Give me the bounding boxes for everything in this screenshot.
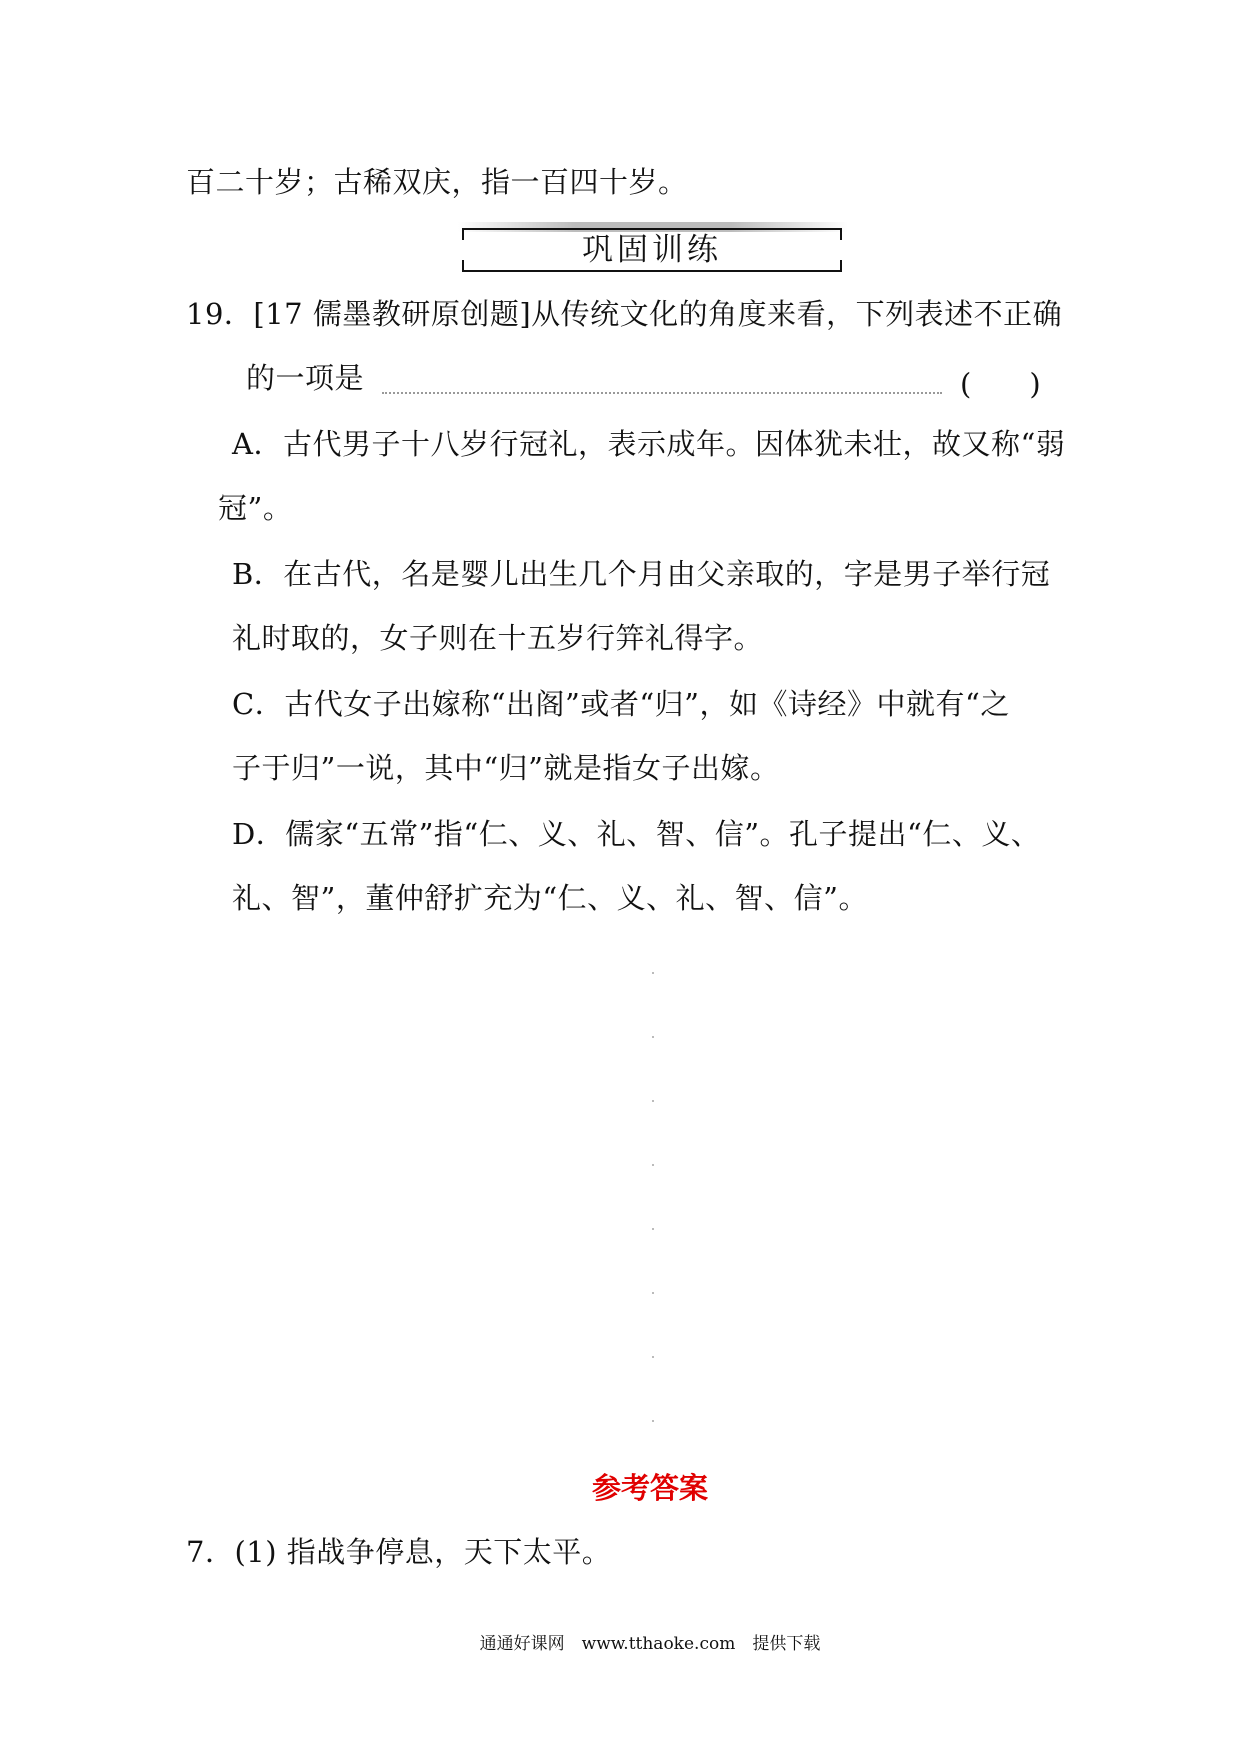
option-c-line-1: C．古代女子出嫁称“出阁”或者“归”，如《诗经》中就有“之: [232, 687, 1010, 721]
page-footer: 通通好课网 www.tthaoke.com 提供下载: [479, 1634, 821, 1654]
answer-section-title: 参考答案: [591, 1471, 708, 1505]
question-stem-line-1: 19．[17 儒墨教研原创题]从传统文化的角度来看，下列表述不正确: [186, 297, 1063, 331]
section-header-frame: [462, 228, 842, 272]
option-a-line-2: 冠”。: [218, 491, 293, 525]
section-title: 巩固训练: [582, 232, 722, 268]
vertical-guide-dots: [652, 972, 654, 1442]
question-stem-line-2: 的一项是: [246, 361, 365, 395]
answer-blank: ( ): [960, 367, 1041, 401]
option-b-line-1: B．在古代，名是婴儿出生几个月由父亲取的，字是男子举行冠: [232, 557, 1051, 591]
option-d-line-2: 礼、智”，董仲舒扩充为“仁、义、礼、智、信”。: [232, 881, 868, 915]
answer-line: 7．(1) 指战争停息，天下太平。: [186, 1535, 612, 1569]
option-b-line-2: 礼时取的，女子则在十五岁行笄礼得字。: [232, 621, 764, 655]
option-a-line-1: A．古代男子十八岁行冠礼，表示成年。因体犹未壮，故又称“弱: [232, 427, 1066, 461]
answer-leader-dots: [382, 392, 942, 394]
previous-text-line: 百二十岁；古稀双庆，指一百四十岁。: [186, 165, 688, 199]
option-c-line-2: 子于归”一说，其中“归”就是指女子出嫁。: [232, 751, 780, 785]
section-header: [458, 222, 848, 274]
option-d-line-1: D．儒家“五常”指“仁、义、礼、智、信”。孔子提出“仁、义、: [232, 817, 1041, 851]
